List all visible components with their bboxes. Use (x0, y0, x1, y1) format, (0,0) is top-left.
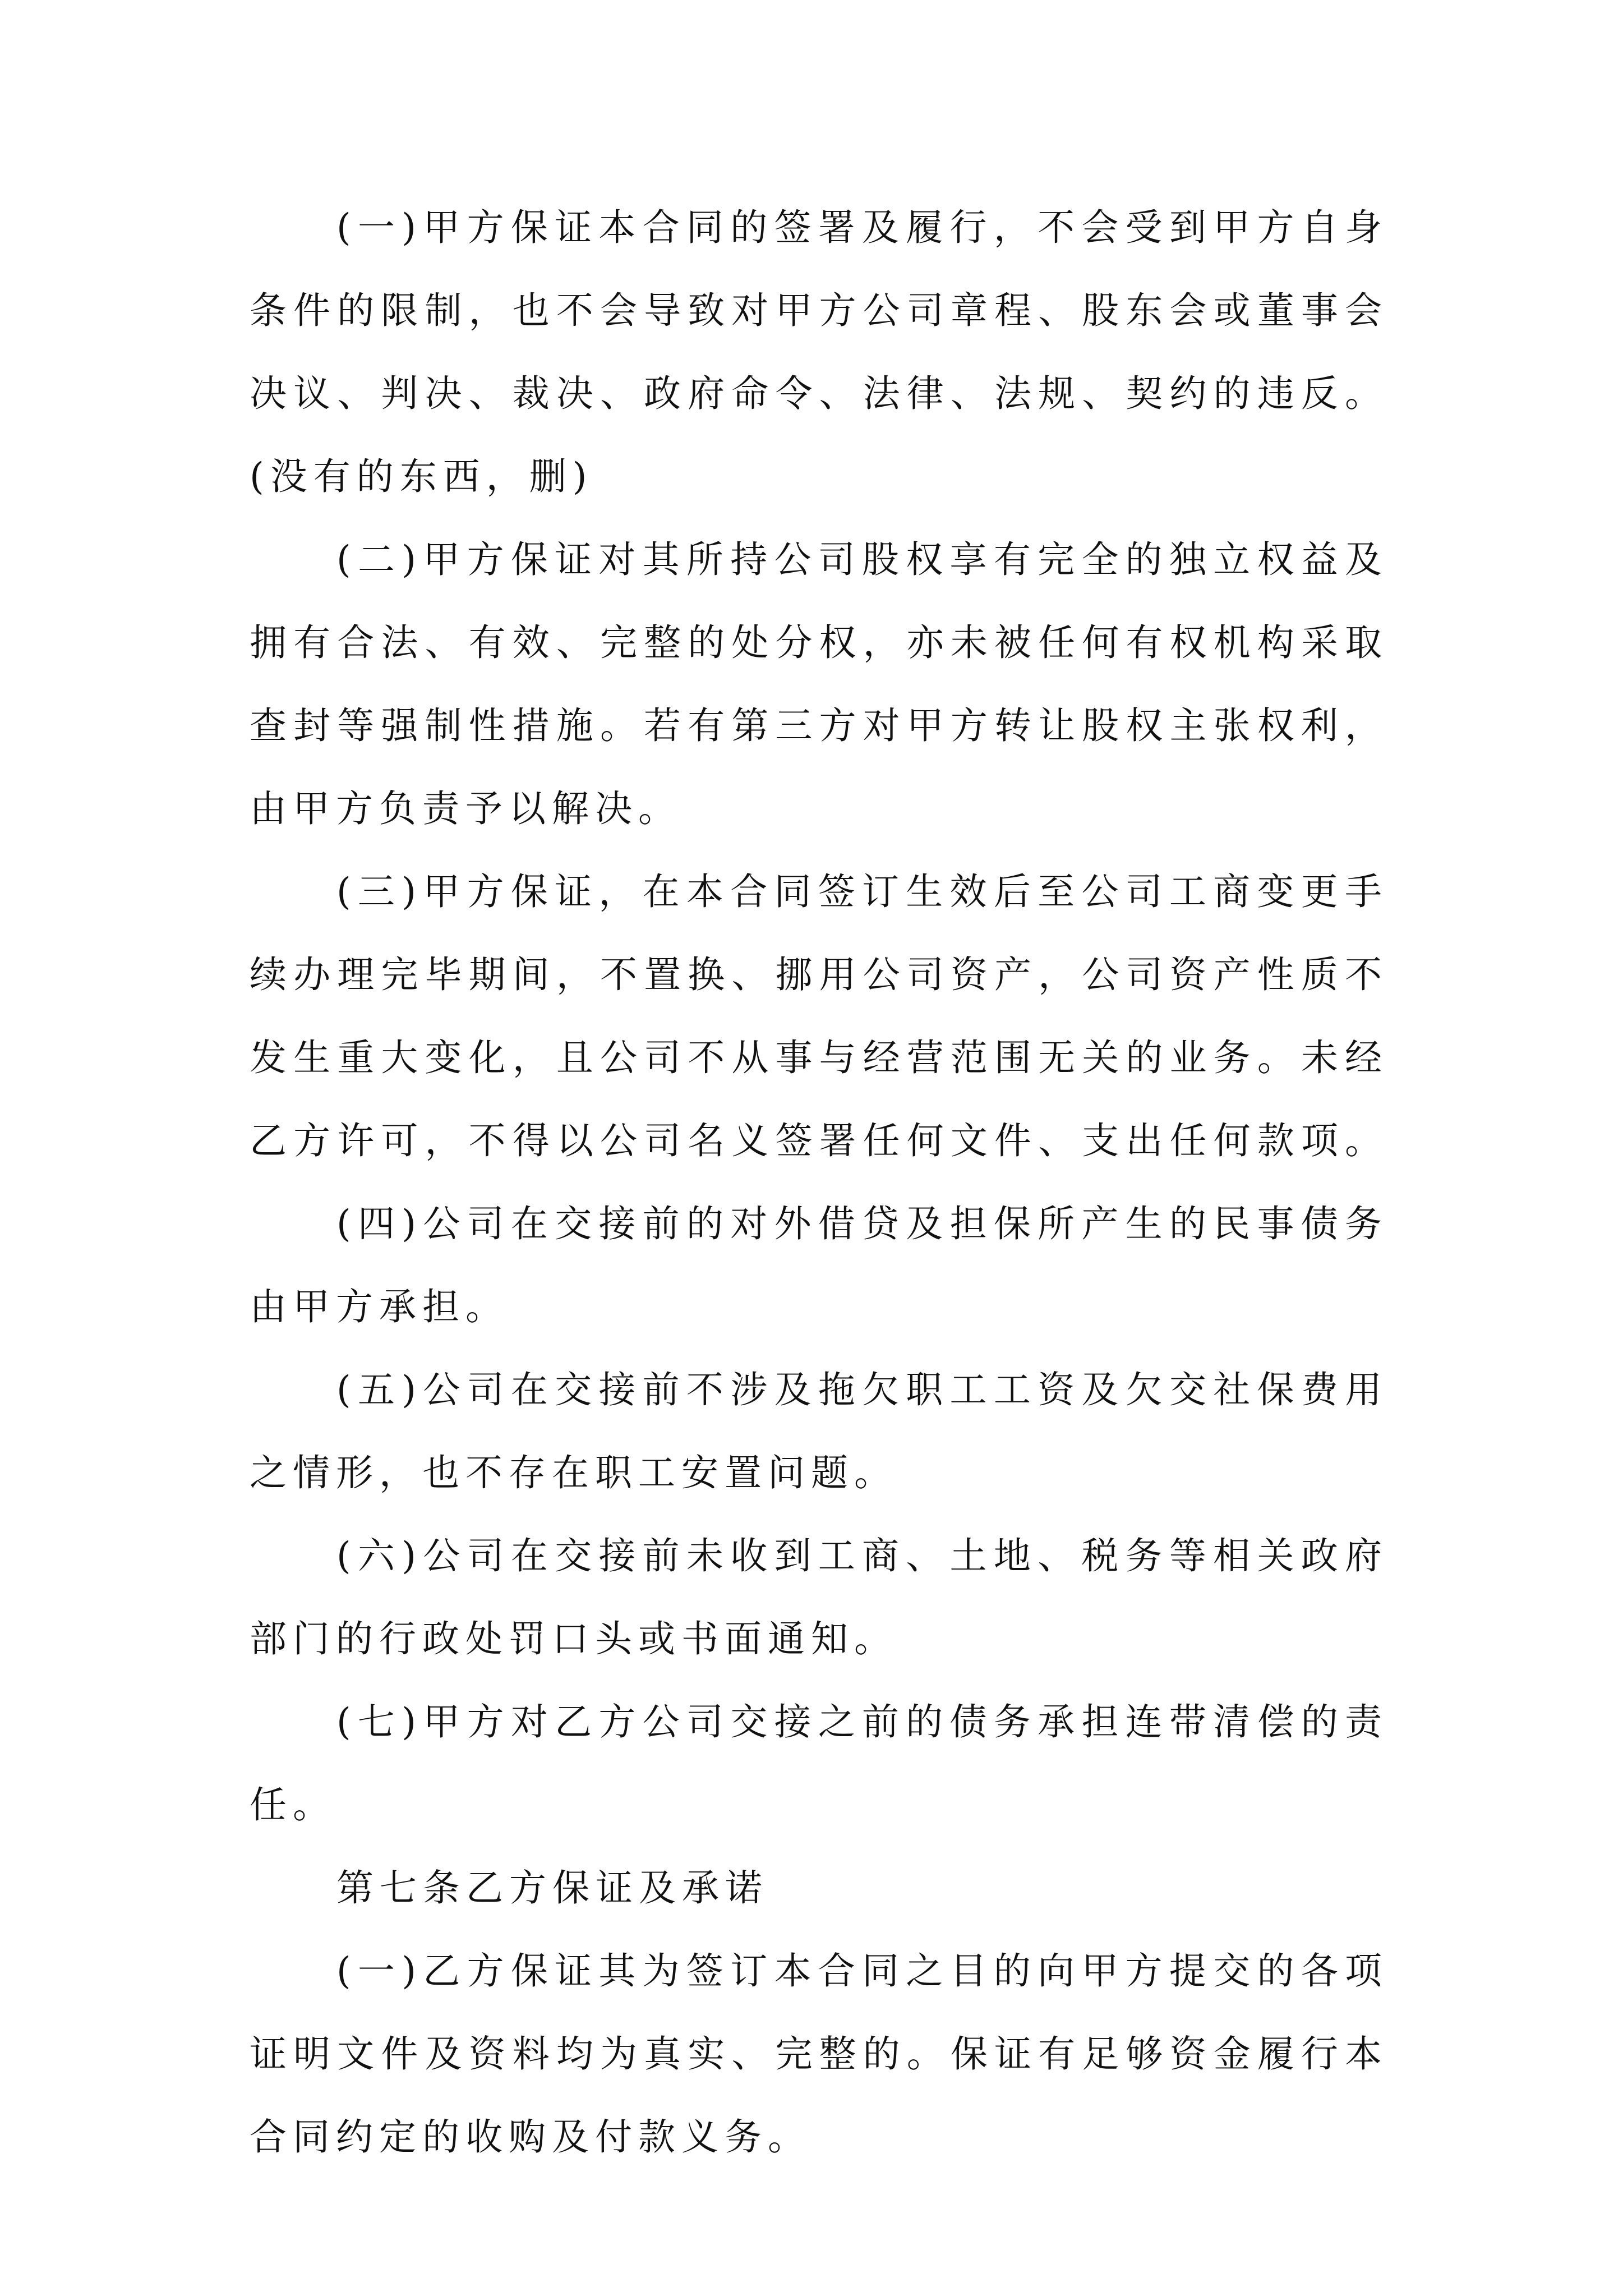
text-line: (五)公司在交接前不涉及拖欠职工工资及欠交社保费用 (336, 1368, 1388, 1411)
text-line: 由甲方承担。 (250, 1285, 509, 1328)
text-line: 由甲方负责予以解决。 (250, 787, 681, 830)
text-line: 任。 (250, 1783, 336, 1826)
text-line: 条件的限制，也不会导致对甲方公司章程、股东会或董事会 (250, 289, 1388, 332)
text-line: 发生重大变化，且公司不从事与经营范围无关的业务。未经 (250, 1036, 1388, 1079)
text-line: (一)乙方保证其为签订本合同之目的向甲方提交的各项 (336, 1949, 1388, 1993)
text-line: 查封等强制性措施。若有第三方对甲方转让股权主张权利， (250, 704, 1388, 747)
text-line: (没有的东西，删) (250, 455, 593, 498)
text-line: 部门的行政处罚口头或书面通知。 (250, 1617, 897, 1660)
text-line: 拥有合法、有效、完整的处分权，亦未被任何有权机构采取 (250, 621, 1388, 664)
text-line: (七)甲方对乙方公司交接之前的债务承担连带清偿的责 (336, 1700, 1388, 1743)
text-line: 续办理完毕期间，不置换、挪用公司资产，公司资产性质不 (250, 953, 1388, 996)
text-line: (六)公司在交接前未收到工商、土地、税务等相关政府 (336, 1534, 1388, 1577)
text-line: 合同约定的收购及付款义务。 (250, 2115, 811, 2159)
text-line: 第七条乙方保证及承诺 (336, 1866, 768, 1910)
text-line: (三)甲方保证，在本合同签订生效后至公司工商变更手 (336, 870, 1388, 913)
text-line: 决议、判决、裁决、政府命令、法律、法规、契约的违反。 (250, 372, 1388, 415)
text-line: 证明文件及资料均为真实、完整的。保证有足够资金履行本 (250, 2032, 1388, 2076)
document-body (250, 208, 1388, 2200)
text-line: 乙方许可，不得以公司名义签署任何文件、支出任何款项。 (250, 1119, 1388, 1162)
text-line: (一)甲方保证本合同的签署及履行，不会受到甲方自身 (336, 206, 1388, 249)
text-line: (二)甲方保证对其所持公司股权享有完全的独立权益及 (336, 538, 1388, 581)
text-line: (四)公司在交接前的对外借贷及担保所产生的民事债务 (336, 1202, 1388, 1245)
text-line: 之情形，也不存在职工安置问题。 (250, 1451, 897, 1494)
